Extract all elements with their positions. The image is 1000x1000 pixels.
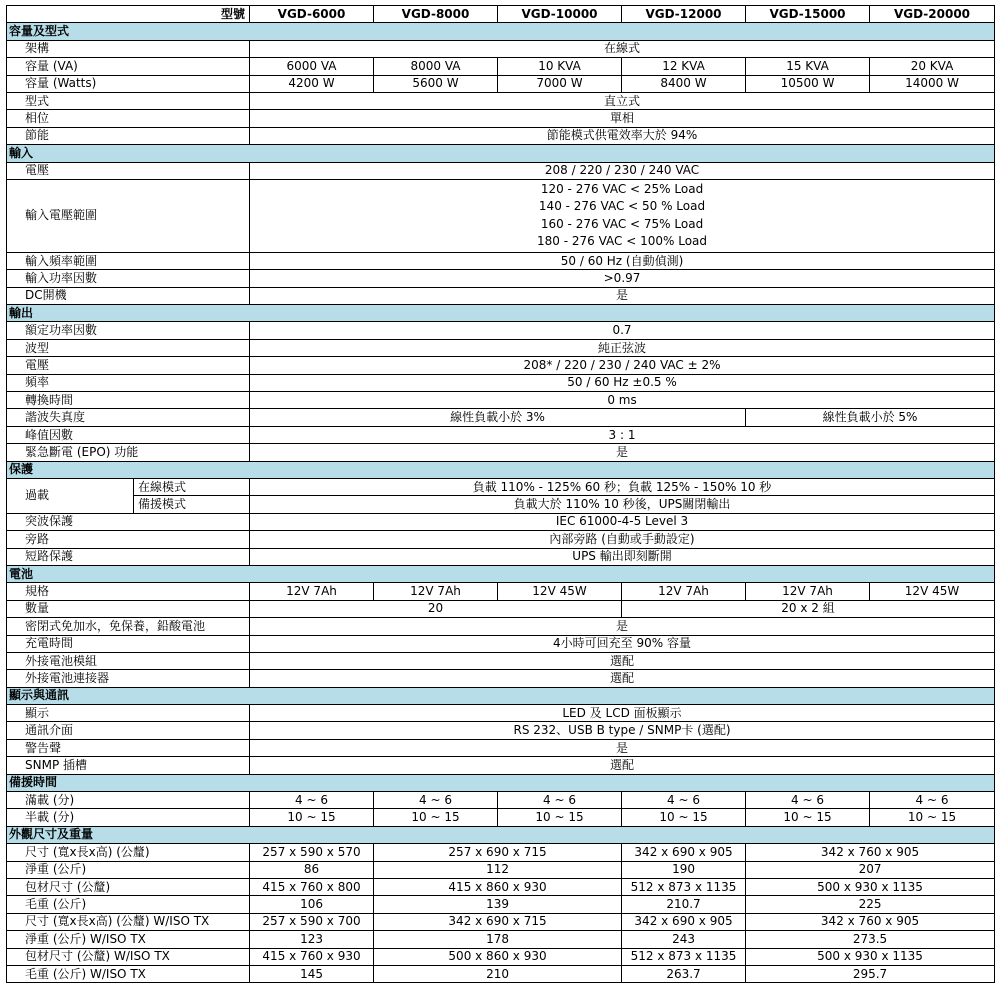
spec-label: 滿載 (分) [7, 792, 250, 809]
model-name: VGD-6000 [250, 6, 374, 23]
spec-value: 8400 W [622, 75, 746, 92]
spec-row [7, 878, 995, 895]
spec-value: 50 / 60 Hz (自動偵測) [250, 252, 995, 269]
spec-value: UPS 輸出即刻斷開 [250, 548, 995, 565]
spec-label: 淨重 (公斤) [7, 861, 250, 878]
spec-label: 旁路 [7, 531, 250, 548]
spec-value: LED 及 LCD 面板顯示 [250, 705, 995, 722]
spec-value: 342 x 690 x 905 [622, 913, 746, 930]
spec-row [7, 635, 995, 652]
spec-value: 4 ~ 6 [746, 792, 870, 809]
spec-value: 純正弦波 [250, 339, 995, 356]
spec-row [7, 58, 995, 75]
spec-label: 峰值因數 [7, 426, 250, 443]
spec-value: 負載 110% - 125% 60 秒；負載 125% - 150% 10 秒 [250, 478, 995, 495]
spec-value: 14000 W [870, 75, 995, 92]
spec-label: 相位 [7, 110, 250, 127]
spec-value: 4 ~ 6 [870, 792, 995, 809]
section-title: 容量及型式 [7, 23, 995, 40]
spec-row [7, 583, 995, 600]
spec-value: 4200 W [250, 75, 374, 92]
spec-row [7, 670, 995, 687]
spec-label: 節能 [7, 127, 250, 144]
section-title: 備援時間 [7, 774, 995, 791]
spec-row [7, 496, 995, 513]
spec-row [7, 792, 995, 809]
spec-label: 諧波失真度 [7, 409, 250, 426]
spec-row [7, 339, 995, 356]
spec-value: 4小時可回充至 90% 容量 [250, 635, 995, 652]
section-title: 保護 [7, 461, 995, 478]
spec-value: 512 x 873 x 1135 [622, 878, 746, 895]
spec-value: 12V 45W [870, 583, 995, 600]
spec-row [7, 357, 995, 374]
spec-row [7, 127, 995, 144]
input-voltage-range-value [250, 179, 995, 252]
spec-value: 10 ~ 15 [250, 809, 374, 826]
spec-value: 178 [374, 931, 622, 948]
section-capacity [7, 23, 995, 40]
range-line: 160 - 276 VAC < 75% Load [540, 216, 704, 231]
spec-row [7, 600, 995, 617]
spec-value: 415 x 760 x 800 [250, 878, 374, 895]
spec-value: 線性負載小於 5% [746, 409, 995, 426]
spec-value: 86 [250, 861, 374, 878]
spec-label: 毛重 (公斤) W/ISO TX [7, 965, 250, 982]
spec-value: 單相 [250, 110, 995, 127]
spec-value: 500 x 930 x 1135 [746, 948, 995, 965]
spec-label: 頻率 [7, 374, 250, 391]
spec-value: 10 ~ 15 [870, 809, 995, 826]
spec-value: 10 ~ 15 [374, 809, 498, 826]
spec-value: 50 / 60 Hz ±0.5 % [250, 374, 995, 391]
spec-value: 342 x 690 x 715 [374, 913, 622, 930]
range-line: 180 - 276 VAC < 100% Load [537, 234, 708, 249]
spec-label: 包材尺寸 (公釐) [7, 878, 250, 895]
spec-value: 7000 W [498, 75, 622, 92]
spec-label: 輸入功率因數 [7, 270, 250, 287]
spec-value: 210 [374, 965, 622, 982]
spec-value: 線性負載小於 3% [250, 409, 746, 426]
spec-row [7, 92, 995, 109]
spec-value: 415 x 860 x 930 [374, 878, 622, 895]
spec-label: DC開機 [7, 287, 250, 304]
model-header-row [7, 6, 995, 23]
spec-label: 容量 (VA) [7, 58, 250, 75]
spec-value: 12V 45W [498, 583, 622, 600]
spec-label: 輸入頻率範圍 [7, 252, 250, 269]
spec-label: 通訊介面 [7, 722, 250, 739]
spec-value: 是 [250, 287, 995, 304]
spec-value: 139 [374, 896, 622, 913]
spec-label: 輸入電壓範圍 [7, 179, 250, 252]
spec-value: 4 ~ 6 [250, 792, 374, 809]
spec-row [7, 40, 995, 57]
spec-row [7, 322, 995, 339]
section-title: 輸入 [7, 145, 995, 162]
spec-row [7, 270, 995, 287]
spec-label: 型式 [7, 92, 250, 109]
spec-value: 208 / 220 / 230 / 240 VAC [250, 162, 995, 179]
spec-value: 243 [622, 931, 746, 948]
spec-value: 4 ~ 6 [622, 792, 746, 809]
spec-value: 12V 7Ah [374, 583, 498, 600]
spec-row [7, 757, 995, 774]
spec-value: 是 [250, 618, 995, 635]
section-physical [7, 826, 995, 843]
spec-value: 節能模式供電效率大於 94% [250, 127, 995, 144]
spec-sublabel: 備援模式 [134, 496, 250, 513]
spec-label: 電壓 [7, 357, 250, 374]
section-battery [7, 565, 995, 582]
spec-value: 342 x 760 x 905 [746, 913, 995, 930]
spec-label: 過載 [7, 478, 134, 513]
spec-value: 選配 [250, 670, 995, 687]
spec-row [7, 426, 995, 443]
spec-label: 電壓 [7, 162, 250, 179]
spec-value: 10500 W [746, 75, 870, 92]
spec-value: 273.5 [746, 931, 995, 948]
spec-value: 15 KVA [746, 58, 870, 75]
spec-value: 12V 7Ah [622, 583, 746, 600]
spec-value: 123 [250, 931, 374, 948]
spec-label: 外接電池連接器 [7, 670, 250, 687]
section-display [7, 687, 995, 704]
spec-label: 外接電池模組 [7, 652, 250, 669]
spec-value: 8000 VA [374, 58, 498, 75]
spec-row [7, 896, 995, 913]
model-corner-label: 型號 [7, 6, 250, 23]
spec-value: 10 KVA [498, 58, 622, 75]
spec-table [6, 5, 995, 983]
spec-row [7, 844, 995, 861]
spec-label: 數量 [7, 600, 250, 617]
spec-value: RS 232、USB B type / SNMP卡 (選配) [250, 722, 995, 739]
spec-value: 3 : 1 [250, 426, 995, 443]
spec-row [7, 722, 995, 739]
spec-row [7, 913, 995, 930]
spec-row [7, 75, 995, 92]
spec-value: 10 ~ 15 [622, 809, 746, 826]
spec-value: 207 [746, 861, 995, 878]
spec-label: 半載 (分) [7, 809, 250, 826]
spec-row [7, 548, 995, 565]
spec-row [7, 739, 995, 756]
spec-value: 500 x 930 x 1135 [746, 878, 995, 895]
section-title: 外觀尺寸及重量 [7, 826, 995, 843]
spec-value: 342 x 690 x 905 [622, 844, 746, 861]
spec-value: 512 x 873 x 1135 [622, 948, 746, 965]
spec-label: 緊急斷電 (EPO) 功能 [7, 444, 250, 461]
spec-row [7, 965, 995, 982]
spec-value: 106 [250, 896, 374, 913]
spec-label: 毛重 (公斤) [7, 896, 250, 913]
spec-value: 112 [374, 861, 622, 878]
section-title: 輸出 [7, 305, 995, 322]
spec-row [7, 110, 995, 127]
spec-row [7, 162, 995, 179]
spec-label: 警告聲 [7, 739, 250, 756]
spec-value: 12 KVA [622, 58, 746, 75]
spec-value: 4 ~ 6 [498, 792, 622, 809]
spec-value: 是 [250, 444, 995, 461]
section-input [7, 145, 995, 162]
spec-value: 342 x 760 x 905 [746, 844, 995, 861]
model-name: VGD-12000 [622, 6, 746, 23]
spec-value: 257 x 690 x 715 [374, 844, 622, 861]
spec-value: 直立式 [250, 92, 995, 109]
spec-label: 額定功率因數 [7, 322, 250, 339]
spec-value: 20 x 2 組 [622, 600, 995, 617]
section-title: 顯示與通訊 [7, 687, 995, 704]
spec-value: 是 [250, 739, 995, 756]
spec-value: 6000 VA [250, 58, 374, 75]
spec-label: 淨重 (公斤) W/ISO TX [7, 931, 250, 948]
spec-row [7, 652, 995, 669]
model-name: VGD-20000 [870, 6, 995, 23]
spec-value: 225 [746, 896, 995, 913]
spec-row [7, 179, 995, 252]
spec-value: 0 ms [250, 392, 995, 409]
spec-value: 415 x 760 x 930 [250, 948, 374, 965]
spec-label: 充電時間 [7, 635, 250, 652]
spec-label: 短路保護 [7, 548, 250, 565]
section-title: 電池 [7, 565, 995, 582]
spec-value: 內部旁路 (自動或手動設定) [250, 531, 995, 548]
spec-label: 包材尺寸 (公釐) W/ISO TX [7, 948, 250, 965]
spec-label: 顯示 [7, 705, 250, 722]
spec-value: 10 ~ 15 [746, 809, 870, 826]
spec-row [7, 809, 995, 826]
spec-row [7, 252, 995, 269]
spec-row [7, 374, 995, 391]
spec-value: 20 KVA [870, 58, 995, 75]
spec-value: 12V 7Ah [250, 583, 374, 600]
section-backup-time [7, 774, 995, 791]
spec-value: >0.97 [250, 270, 995, 287]
spec-row [7, 513, 995, 530]
spec-label: 突波保護 [7, 513, 250, 530]
spec-row [7, 618, 995, 635]
spec-value: 257 x 590 x 570 [250, 844, 374, 861]
spec-row [7, 478, 995, 495]
spec-value: 145 [250, 965, 374, 982]
spec-label: 容量 (Watts) [7, 75, 250, 92]
model-name: VGD-8000 [374, 6, 498, 23]
spec-row [7, 409, 995, 426]
spec-label: SNMP 插槽 [7, 757, 250, 774]
spec-value: 20 [250, 600, 622, 617]
spec-row [7, 444, 995, 461]
spec-label: 尺寸 (寬x長x高) (公釐) W/ISO TX [7, 913, 250, 930]
spec-value: 208* / 220 / 230 / 240 VAC ± 2% [250, 357, 995, 374]
spec-value: 500 x 860 x 930 [374, 948, 622, 965]
spec-label: 規格 [7, 583, 250, 600]
spec-value: 4 ~ 6 [374, 792, 498, 809]
spec-value: 選配 [250, 652, 995, 669]
spec-row [7, 861, 995, 878]
spec-value: 12V 7Ah [746, 583, 870, 600]
section-protection [7, 461, 995, 478]
model-name: VGD-10000 [498, 6, 622, 23]
spec-row [7, 287, 995, 304]
spec-row [7, 931, 995, 948]
spec-label: 波型 [7, 339, 250, 356]
spec-label: 架構 [7, 40, 250, 57]
spec-row [7, 948, 995, 965]
spec-value: 5600 W [374, 75, 498, 92]
spec-row [7, 531, 995, 548]
spec-label: 密閉式免加水，免保養，鉛酸電池 [7, 618, 250, 635]
section-output [7, 305, 995, 322]
spec-value: 在線式 [250, 40, 995, 57]
spec-value: IEC 61000-4-5 Level 3 [250, 513, 995, 530]
spec-row [7, 705, 995, 722]
range-line: 140 - 276 VAC < 50 % Load [538, 199, 706, 214]
spec-value: 190 [622, 861, 746, 878]
spec-value: 210.7 [622, 896, 746, 913]
spec-row [7, 392, 995, 409]
spec-value: 295.7 [746, 965, 995, 982]
range-line: 120 - 276 VAC < 25% Load [540, 181, 704, 196]
spec-value: 選配 [250, 757, 995, 774]
spec-label: 尺寸 (寬x長x高) (公釐) [7, 844, 250, 861]
spec-value: 10 ~ 15 [498, 809, 622, 826]
model-name: VGD-15000 [746, 6, 870, 23]
spec-value: 263.7 [622, 965, 746, 982]
spec-value: 負載大於 110% 10 秒後，UPS關閉輸出 [250, 496, 995, 513]
spec-label: 轉換時間 [7, 392, 250, 409]
spec-value: 0.7 [250, 322, 995, 339]
spec-sublabel: 在線模式 [134, 478, 250, 495]
spec-value: 257 x 590 x 700 [250, 913, 374, 930]
